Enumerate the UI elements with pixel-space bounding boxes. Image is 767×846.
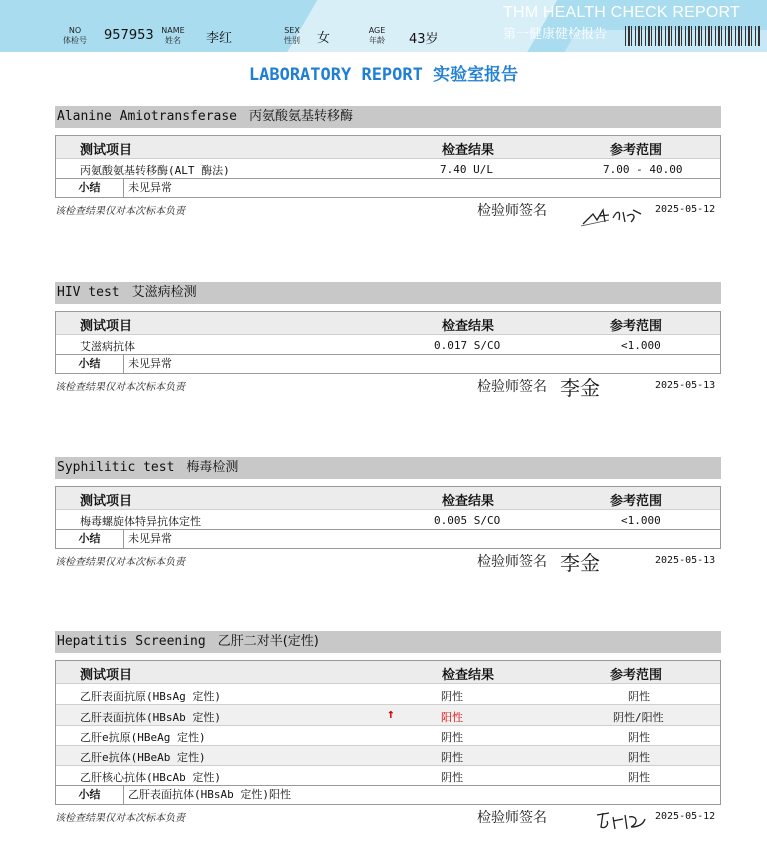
signer-name: 李金 (560, 551, 600, 575)
reference-range: 阴性/阳性 (613, 711, 664, 724)
field-label-age: AGE 年龄 (368, 26, 386, 45)
col-item-header: 测试项目 (80, 143, 133, 158)
section-hepatitis (55, 631, 721, 833)
col-result-header: 检查结果 (442, 319, 495, 334)
barcode (625, 26, 760, 46)
test-result: 0.005 S/CO (434, 514, 501, 527)
summary-row (56, 178, 720, 197)
col-reference-header: 参考范围 (610, 319, 663, 334)
test-item: 乙肝核心抗体(HBcAb 定性) (80, 771, 221, 784)
summary-label: 小结 (56, 530, 124, 548)
report-title-en: THM HEALTH CHECK REPORT (503, 4, 740, 21)
result-table (55, 135, 721, 198)
section-title-en: HIV test (57, 285, 120, 300)
col-reference-header: 参考范围 (610, 494, 663, 509)
section-title-cn: 梅毒检测 (186, 460, 239, 475)
table-header (56, 487, 720, 509)
table-row (56, 158, 720, 178)
table-row (56, 725, 720, 745)
field-label-sex: SEX 性别 (284, 26, 300, 45)
report-date: 2025-05-13 (655, 555, 716, 566)
reference-range: 阴性 (628, 751, 650, 764)
section-alt (55, 106, 721, 226)
table-row (56, 334, 720, 354)
signature-label: 检验师签名 (477, 379, 547, 395)
test-result: 阴性 (441, 751, 463, 764)
reference-range: 阴性 (628, 690, 650, 703)
summary-row (56, 529, 720, 548)
table-header (56, 136, 720, 158)
section-title (55, 106, 721, 128)
summary-label: 小结 (56, 355, 124, 373)
report-date: 2025-05-12 (655, 204, 716, 215)
summary-row (56, 354, 720, 373)
test-item: 乙肝e抗原(HBeAg 定性) (80, 731, 206, 744)
signature-label: 检验师签名 (477, 810, 547, 826)
test-item: 艾滋病抗体 (80, 340, 135, 353)
table-row (56, 509, 720, 529)
section-title-cn: 艾滋病检测 (131, 285, 197, 300)
reference-range: <1.000 (621, 514, 661, 527)
reference-range: 阴性 (628, 731, 650, 744)
table-row (56, 704, 720, 725)
summary-row (56, 785, 720, 804)
test-result: 7.40 U/L (440, 163, 493, 176)
col-item-header: 测试项目 (80, 668, 133, 683)
table-header (56, 312, 720, 334)
reference-range: 阴性 (628, 771, 650, 784)
reference-range: 7.00 - 40.00 (603, 163, 683, 176)
result-table (55, 660, 721, 805)
table-header (56, 661, 720, 683)
summary-text: 未见异常 (128, 357, 172, 370)
col-result-header: 检查结果 (442, 143, 495, 158)
patient-age: 43岁 (409, 32, 439, 47)
test-result-abnormal: 阳性 (441, 711, 463, 724)
patient-name: 李红 (206, 31, 233, 46)
section-title-en: Alanine Amiotransferase (57, 109, 238, 124)
reference-range: <1.000 (621, 339, 661, 352)
report-date: 2025-05-13 (655, 380, 716, 391)
handwritten-signature (579, 200, 649, 228)
signer-name: 李金 (560, 376, 600, 400)
summary-label: 小结 (56, 786, 124, 804)
section-title-cn: 乙肝二对半(定性) (217, 634, 319, 649)
col-result-header: 检查结果 (442, 494, 495, 509)
table-row (56, 683, 720, 704)
test-item: 乙肝表面抗体(HBsAb 定性) (80, 711, 221, 724)
test-result: 阴性 (441, 771, 463, 784)
handwritten-signature (593, 807, 649, 833)
test-result: 阴性 (441, 731, 463, 744)
section-hiv (55, 282, 721, 402)
col-reference-header: 参考范围 (610, 668, 663, 683)
result-table (55, 486, 721, 549)
disclaimer-note: 该检查结果仅对本次标本负责 (55, 557, 185, 568)
report-title-cn: 第一健康健检报告 (503, 27, 608, 42)
section-title-en: Hepatitis Screening (57, 634, 206, 649)
disclaimer-note: 该检查结果仅对本次标本负责 (55, 382, 185, 393)
test-item: 丙氨酸氨基转移酶(ALT 酶法) (80, 164, 230, 177)
section-title (55, 457, 721, 479)
test-item: 乙肝表面抗原(HBsAg 定性) (80, 690, 221, 703)
signature-label: 检验师签名 (477, 203, 547, 219)
exam-number: 957953 (104, 28, 154, 43)
result-table (55, 311, 721, 374)
summary-text: 乙肝表面抗体(HBsAb 定性)阳性 (128, 788, 291, 801)
col-item-header: 测试项目 (80, 494, 133, 509)
test-item: 乙肝e抗体(HBeAb 定性) (80, 751, 206, 764)
table-row (56, 745, 720, 765)
section-footer (55, 549, 721, 577)
col-reference-header: 参考范围 (610, 143, 663, 158)
col-result-header: 检查结果 (442, 668, 495, 683)
col-item-header: 测试项目 (80, 319, 133, 334)
section-syphilis (55, 457, 721, 577)
test-item: 梅毒螺旋体特异抗体定性 (80, 515, 201, 528)
section-title-cn: 丙氨酸氨基转移酶 (249, 109, 354, 124)
page-title: LABORATORY REPORT 实验室报告 (248, 65, 519, 85)
field-label-name: NAME 姓名 (161, 26, 185, 45)
disclaimer-note: 该检查结果仅对本次标本负责 (55, 813, 185, 824)
summary-text: 未见异常 (128, 532, 172, 545)
signature-label: 检验师签名 (477, 554, 547, 570)
section-title (55, 282, 721, 304)
report-date: 2025-05-12 (655, 811, 716, 822)
table-row (56, 765, 720, 785)
test-result: 阴性 (441, 690, 463, 703)
summary-text: 未见异常 (128, 181, 172, 194)
abnormal-up-arrow-icon: ↑ (387, 707, 395, 722)
section-footer (55, 805, 721, 833)
summary-label: 小结 (56, 179, 124, 197)
patient-sex: 女 (317, 31, 331, 46)
section-title-en: Syphilitic test (57, 460, 175, 475)
test-result: 0.017 S/CO (434, 339, 501, 352)
field-label-no: NO 体检号 (63, 26, 87, 45)
disclaimer-note: 该检查结果仅对本次标本负责 (55, 206, 185, 217)
section-footer (55, 198, 721, 226)
section-footer (55, 374, 721, 402)
section-title (55, 631, 721, 653)
